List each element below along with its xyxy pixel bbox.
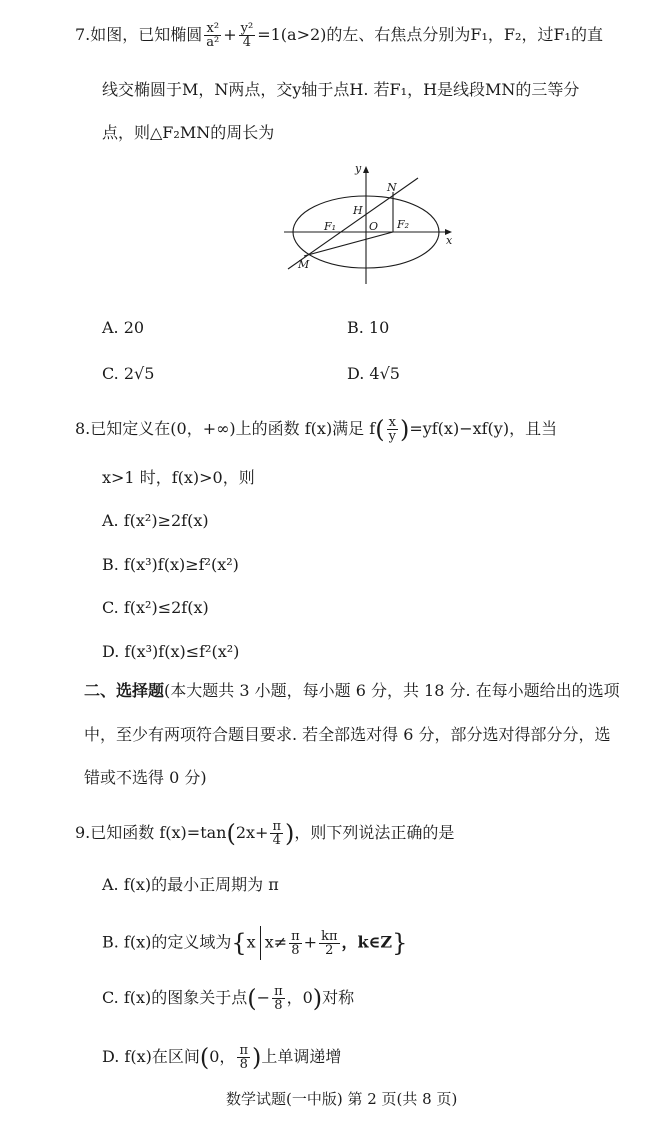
q9-option-b: B. f(x)的定义域为{x x≠ $\frac{\pi}{8}$ + $\frac{k\pi}{2}$ ，k∈Z} (102, 926, 407, 960)
segment-mf2 (304, 232, 393, 256)
label-y: y (355, 162, 362, 175)
q8-option-d: D. f(x³)f(x)≤f²(x²) (102, 642, 240, 661)
q7-option-d: D. 4√5 (347, 364, 400, 383)
question-8-line-2: x>1 时，f(x)>0，则 (102, 468, 255, 487)
q7-option-a: A. 20 (102, 318, 145, 337)
fraction-x2-a2: $\frac{\text{x²}}{\text{a²}}$ (206, 21, 220, 50)
q8-option-a: A. f(x²)≥2f(x) (102, 511, 209, 530)
label-f1: F₁ (324, 220, 337, 233)
label-f2: F₂ (397, 218, 410, 231)
question-number: 8. (75, 419, 91, 438)
question-7-line-3: 点，则△F₂MN的周长为 (102, 123, 275, 142)
page-footer: 数学试题(一中版) 第 2 页(共 8 页) (226, 1090, 458, 1108)
q8-option-c: C. f(x²)≤2f(x) (102, 598, 209, 617)
set-divider (260, 926, 261, 960)
section-title: 二、选择题 (84, 681, 165, 700)
ellipse-figure (280, 158, 460, 290)
fraction-y2-4: $\frac{\text{y²}}{4}$ (240, 21, 254, 50)
fraction-pi-4: $\frac{\pi}{4}$ (272, 819, 281, 848)
label-m: M (298, 258, 310, 271)
q9-option-c: C. f(x)的图象关于点(− $\frac{\pi}{8}$ ，0)对称 (102, 984, 355, 1013)
label-x: x (446, 234, 453, 247)
fraction-x-y: $\frac{x}{y}$ (388, 415, 396, 444)
question-7-line-2: 线交椭圆于M，N两点，交y轴于点H. 若F₁，H是线段MN的三等分 (102, 80, 580, 99)
question-8-line-1: 8.已知定义在(0，+∞)上的函数 f(x)满足 f( $\frac{x}{y}$ )=yf(x)−xf(y)，且当 (75, 415, 558, 444)
question-number: 7. (75, 25, 91, 44)
q9-option-a: A. f(x)的最小正周期为 π (102, 875, 279, 894)
q7-option-b: B. 10 (347, 318, 390, 337)
label-n: N (387, 181, 397, 194)
section-2-line-2: 中，至少有两项符合题目要求. 若全部选对得 6 分，部分选对得部分分，选 (84, 725, 611, 744)
question-9-stem: 9.已知函数 f(x)=tan(2x+ $\frac{\pi}{4}$ )，则下列说法正确的是 (75, 819, 455, 848)
question-7-line-1: 7.如图，已知椭圆 $\frac{\text{x²}}{\text{a²}}$ + $\frac{\text{y²}}{4}$ =1(a>2)的左、右焦点分别为F₁，F₂，过F₁的直 (75, 21, 603, 50)
label-h: H (353, 204, 363, 217)
label-o: O (369, 220, 379, 233)
section-2-line-1: 二、选择题(本大题共 3 小题，每小题 6 分，共 18 分. 在每小题给出的选项 (84, 681, 620, 700)
q9-option-d: D. f(x)在区间(0， $\frac{\pi}{8}$ )上单调递增 (102, 1043, 342, 1072)
section-2-line-3: 错或不选得 0 分) (84, 768, 207, 787)
q8-option-b: B. f(x³)f(x)≥f²(x²) (102, 555, 239, 574)
question-number: 9. (75, 823, 91, 842)
q7-option-c: C. 2√5 (102, 364, 155, 383)
